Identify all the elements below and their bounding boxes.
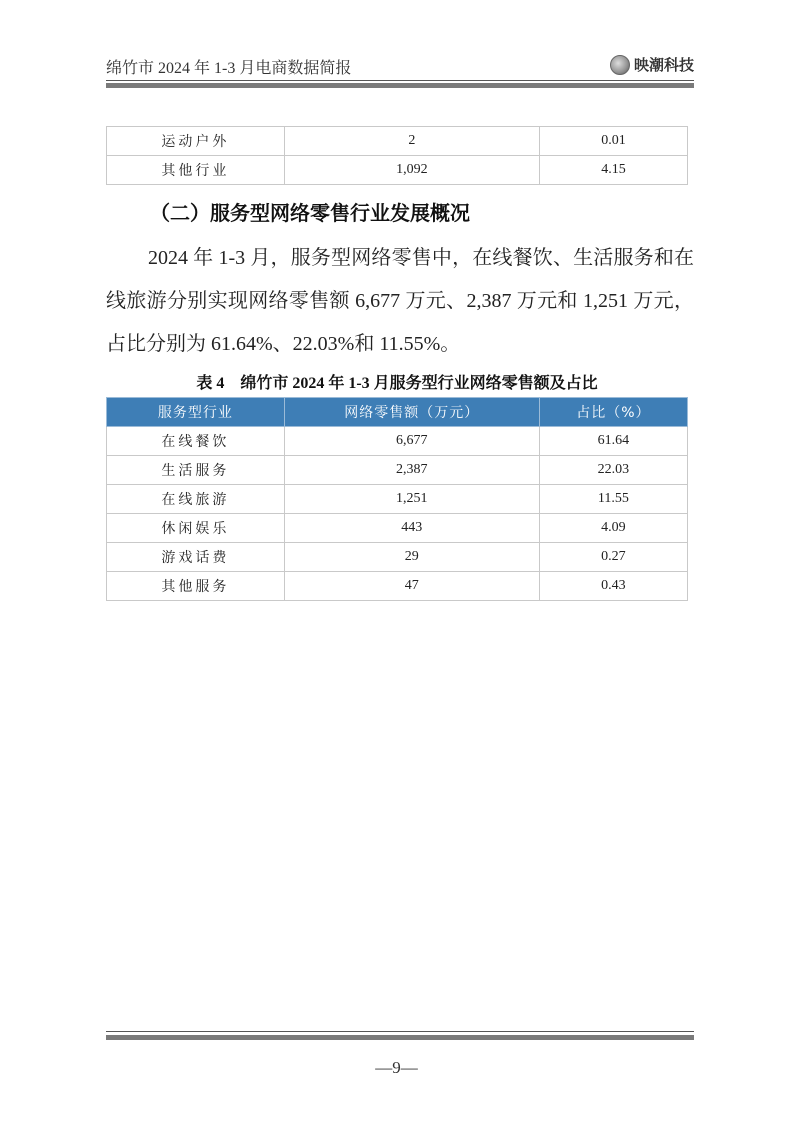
footer-rule-thin bbox=[106, 1031, 694, 1032]
sales-cell: 2 bbox=[284, 127, 539, 156]
sales-cell: 443 bbox=[284, 514, 539, 543]
share-cell: 22.03 bbox=[539, 456, 687, 485]
table-row bbox=[107, 427, 688, 456]
share-cell: 61.64 bbox=[539, 427, 687, 456]
share-cell: 0.43 bbox=[539, 572, 687, 601]
sales-cell: 1,092 bbox=[284, 156, 539, 185]
header-rule-thick bbox=[106, 83, 694, 88]
report-title: 绵竹市 2024 年 1-3 月电商数据简报 bbox=[106, 60, 352, 77]
table-row bbox=[107, 127, 688, 156]
sales-cell: 6,677 bbox=[284, 427, 539, 456]
brand-logo-icon bbox=[610, 55, 630, 75]
page-number: —9— bbox=[375, 1058, 418, 1077]
table-row bbox=[107, 485, 688, 514]
footer-rule-thick bbox=[106, 1035, 694, 1040]
industry-table-continued bbox=[106, 126, 688, 185]
industry-cell: 生活服务 bbox=[107, 456, 285, 485]
sales-cell: 1,251 bbox=[284, 485, 539, 514]
section-heading: （二）服务型网络零售行业发展概况 bbox=[150, 201, 470, 225]
brand-logo bbox=[610, 54, 694, 75]
column-header-industry: 服务型行业 bbox=[107, 398, 285, 427]
brand-name: 映潮科技 bbox=[633, 56, 694, 74]
share-cell: 4.15 bbox=[539, 156, 687, 185]
table-row bbox=[107, 456, 688, 485]
table-header-row bbox=[107, 398, 688, 427]
column-header-sales: 网络零售额（万元） bbox=[284, 398, 539, 427]
industry-cell: 在线旅游 bbox=[107, 485, 285, 514]
industry-cell: 在线餐饮 bbox=[107, 427, 285, 456]
table-row bbox=[107, 543, 688, 572]
share-cell: 0.27 bbox=[539, 543, 687, 572]
header-rule-thin bbox=[106, 80, 694, 81]
share-cell: 4.09 bbox=[539, 514, 687, 543]
share-cell: 11.55 bbox=[539, 485, 687, 514]
industry-cell: 运动户外 bbox=[107, 127, 285, 156]
table-caption: 表 4 绵竹市 2024 年 1-3 月服务型行业网络零售额及占比 bbox=[196, 375, 598, 392]
industry-cell: 其他行业 bbox=[107, 156, 285, 185]
sales-cell: 47 bbox=[284, 572, 539, 601]
column-header-share: 占比（%） bbox=[539, 398, 687, 427]
table-row bbox=[107, 514, 688, 543]
sales-cell: 2,387 bbox=[284, 456, 539, 485]
industry-cell: 游戏话费 bbox=[107, 543, 285, 572]
section-paragraph: 2024 年 1-3 月，服务型网络零售中，在线餐饮、生活服务和在线旅游分别实现网络零售额 6,677 万元、2,387 万元和 1,251 万元，占比分别为 61.64%、22.03%和 11.55%。 bbox=[106, 247, 694, 355]
share-cell: 0.01 bbox=[539, 127, 687, 156]
table-row bbox=[107, 572, 688, 601]
sales-cell: 29 bbox=[284, 543, 539, 572]
table-row bbox=[107, 156, 688, 185]
industry-cell: 其他服务 bbox=[107, 572, 285, 601]
service-retail-table bbox=[106, 397, 688, 601]
industry-cell: 休闲娱乐 bbox=[107, 514, 285, 543]
